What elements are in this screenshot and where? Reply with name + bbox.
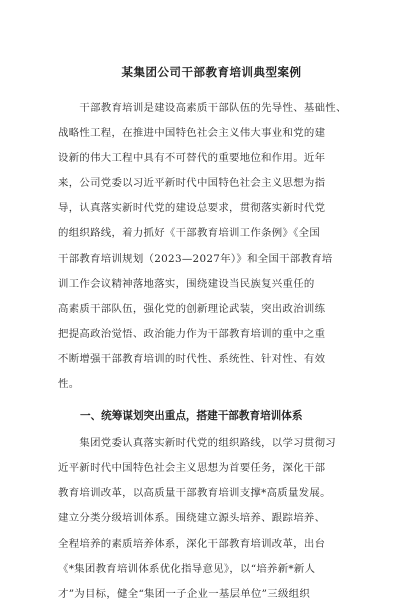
paragraph-line: 才”为目标，健全“集团一子企业一基层单位”三级组织: [58, 587, 311, 600]
paragraph-line: 的组织路线，着力抓好《干部教育培训工作条例》《全国: [58, 227, 321, 240]
paragraph-line: 性。: [58, 378, 80, 391]
paragraph-line: 建立分类分级培训体系。围绕建立源头培养、跟踪培养、: [58, 512, 326, 525]
section-paragraph: [58, 431, 365, 607]
paragraph-line: 导，认真落实新时代党的建设总要求，贯彻落实新时代党: [58, 202, 326, 215]
paragraph-line: 把提高政治觉悟、政治能力作为干部教育培训的重中之重: [58, 327, 326, 340]
paragraph-line: 干部教育培训是建设高素质干部队伍的先导性、基础性、: [58, 102, 347, 114]
paragraph-line: 全程培养的素质培养体系，深化干部教育培训改革，出台: [58, 537, 326, 550]
paragraph-line: 设新的伟大工程中具有不可替代的重要地位和作用。近年: [58, 152, 326, 165]
paragraph-line: 训工作会议精神落地落实，围绕建设当民族复兴重任的: [58, 277, 315, 290]
intro-paragraph: [58, 96, 365, 397]
paragraph-line: 战略性工程，在推进中国特色社会主义伟大事业和党的建: [58, 127, 326, 140]
section-heading: 一、统筹谋划突出重点，搭建干部教育培训体系: [80, 410, 303, 423]
paragraph-line: 不断增强干部教育培训的时代性、系统性、针对性、有效: [58, 352, 326, 365]
paragraph-line: 教育培训改革，以高质量干部教育培训支撑*高质量发展。: [58, 487, 331, 500]
paragraph-line: 集团党委认真落实新时代党的组织路线，以学习贯彻习: [58, 437, 336, 450]
paragraph-line: 《*集团教育培训体系优化指导意见》，以“培养新*新人: [58, 562, 316, 575]
document-title: 某集团公司干部教育培训典型案例: [121, 65, 302, 79]
paragraph-line: 干部教育培训规划（2023—2027年）》和全国干部教育培: [58, 252, 333, 265]
paragraph-line: 近平新时代中国特色社会主义思想为首要任务，深化干部: [58, 462, 326, 475]
paragraph-line: 来，公司党委以习近平新时代中国特色社会主义思想为指: [58, 177, 326, 190]
paragraph-line: 高素质干部队伍，强化党的创新理论武装，突出政治训练: [58, 302, 326, 315]
